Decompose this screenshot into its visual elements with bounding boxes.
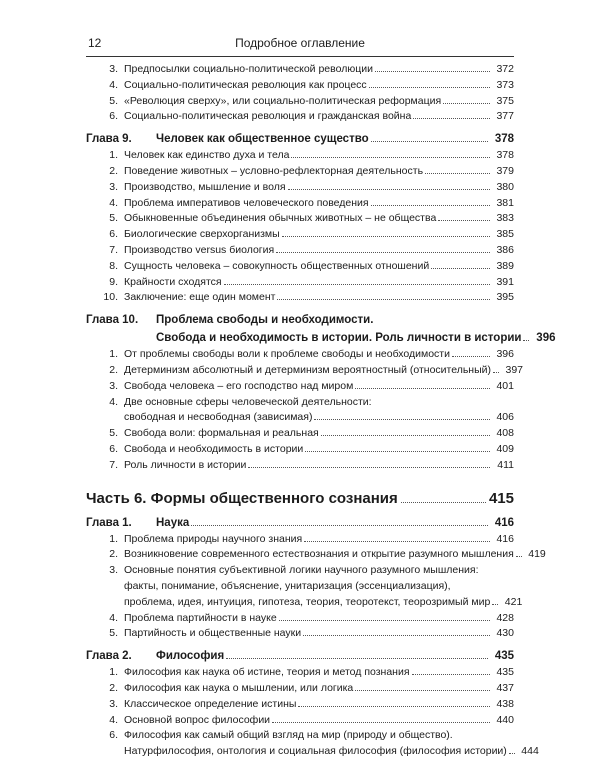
item-number: 4. [109,78,118,91]
item-number: 3. [109,180,118,193]
toc-item [86,243,514,259]
item-title: Проблема свободы и необходимости. [156,314,374,327]
item-number: 5. [109,94,118,107]
item-number: 6. [109,442,118,455]
item-page: 416 [494,516,514,529]
toc-item [86,728,514,744]
item-title: Проблема императивов человеческого поведения [124,196,369,209]
page-number: 12 [88,36,102,50]
dot-leader [224,284,490,285]
dot-leader [272,722,490,723]
toc-item [86,379,514,395]
item-title: Заключение: еще один момент [124,291,276,304]
item-page: 391 [496,275,514,288]
item-number: 6. [109,110,118,123]
item-number: 4. [109,196,118,209]
toc-item-continued [86,579,514,595]
item-title: Философия как самый общий взгляд на мир (природу и общество). [124,729,453,742]
item-title: Натурфилософия, онтология и социальная философия (философия истории) [124,745,507,758]
dot-leader [288,189,490,190]
item-title: Партийность и общественные науки [124,627,302,640]
item-title: Крайности сходятся [124,275,222,288]
item-page: 383 [496,212,514,225]
toc-item [86,547,546,563]
item-title: Обыкновенные объединения обычных животных – не общества [124,212,437,225]
item-page: 380 [496,180,514,193]
item-number: 2. [109,548,118,561]
item-title: Производство versus биология [124,243,275,256]
dot-leader [371,205,490,206]
toc-item [86,62,514,78]
toc-item [86,275,514,291]
item-page: 379 [496,164,514,177]
item-number: 3. [109,697,118,710]
item-page: 378 [494,133,514,146]
dot-leader [226,658,488,659]
item-number: 1. [109,666,118,679]
dot-leader [412,674,490,675]
dot-leader [443,103,490,104]
toc-item [86,290,514,306]
item-title: Социально-политическая революция как процесс [124,78,367,91]
item-number: 3. [109,63,118,75]
chapter-label: Глава 10. [86,314,139,327]
dot-leader [191,525,488,526]
dot-leader [371,141,488,142]
item-page: 373 [496,78,514,91]
item-title: Предпосылки социально-политической революции [124,63,373,75]
dot-leader [413,118,490,119]
item-number: 7. [109,458,118,471]
dot-leader [452,356,490,357]
toc-item [86,347,514,363]
toc-item [86,109,514,125]
item-page: 372 [496,63,514,75]
item-number: 5. [109,212,118,225]
item-page: 440 [496,713,514,726]
dot-leader [523,340,529,341]
item-number: 8. [109,259,118,272]
item-number: 3. [109,379,118,392]
toc-item [86,78,514,94]
item-title: Свобода и необходимость в истории. Роль личности в истории [156,332,522,345]
chapter-heading [86,514,514,532]
item-number: 5. [109,427,118,440]
item-page: 411 [497,458,514,471]
dot-leader [314,419,490,420]
item-title: «Революция сверху», или социально-политическая реформация [124,94,442,107]
dot-leader [291,157,490,158]
item-page: 389 [496,259,514,272]
item-title: Свобода и необходимость в истории [124,442,304,455]
toc-item [86,211,514,227]
item-title: Две основные сферы человеческой деятельности: [124,395,372,408]
item-page: 377 [496,110,514,123]
toc-item [86,458,514,474]
item-number: 1. [109,149,118,162]
toc-item [86,148,514,164]
item-number: 3. [109,564,118,577]
dot-leader [279,620,490,621]
toc-item [86,713,514,729]
toc-item [86,611,514,627]
item-number: 10. [103,291,118,304]
toc-item [86,697,514,713]
item-number: 7. [109,243,118,256]
chapter-heading [86,647,514,665]
item-title: проблема, идея, интуиция, гипотеза, теория, теоротекст, теорозримый мир [124,595,491,608]
item-page: 386 [496,243,514,256]
dot-leader [438,220,490,221]
header-rule [86,56,514,57]
toc-item-continued [86,595,523,611]
item-title: Сущность человека – совокупность общественных отношений [124,259,430,272]
item-title: Проблема природы научного знания [124,532,303,545]
dot-leader [303,635,490,636]
item-number: 6. [109,729,118,742]
item-title: Человек как общественное существо [156,133,369,146]
item-number: 4. [109,611,118,624]
item-page: 416 [496,532,514,545]
item-number: 4. [109,395,118,408]
dot-leader [375,71,490,72]
item-number: 2. [109,164,118,177]
dot-leader [431,268,490,269]
item-page: 444 [521,745,539,758]
dot-leader [516,556,522,557]
dot-leader [509,753,515,754]
table-of-contents [86,62,556,760]
chapter-heading-continued [86,329,556,347]
item-page: 408 [496,427,514,440]
chapter-label: Глава 9. [86,133,132,146]
toc-item [86,681,514,697]
item-number: 4. [109,713,118,726]
item-title: Философия как наука об истине, теория и метод познания [124,666,410,679]
item-number: 6. [109,228,118,241]
dot-leader [277,299,490,300]
dot-leader [369,87,490,88]
item-page: 409 [496,442,514,455]
toc-item-continued [86,744,539,760]
item-page: 395 [496,291,514,304]
item-title: Философия как наука о мышлении, или логика [124,681,354,694]
toc-item [86,442,514,458]
item-page: 375 [496,94,514,107]
toc-item [86,259,514,275]
item-title: Человек как единство духа и тела [124,149,290,162]
item-title: Основные понятия субъективной логики научного разумного мышления: [124,564,479,577]
item-page: 378 [496,149,514,162]
item-title: факты, понимание, объяснение, унитаризация (эссенциализация), [124,579,451,592]
chapter-label: Глава 2. [86,650,132,663]
dot-leader [248,467,490,468]
item-title: Поведение животных – условно-рефлекторная деятельность [124,164,424,177]
dot-leader [321,435,490,436]
item-page: 401 [496,379,514,392]
item-page: 396 [536,332,556,345]
item-number: 1. [109,532,118,545]
dot-leader [355,690,490,691]
toc-item [86,426,514,442]
dot-leader [305,451,490,452]
toc-item-continued [86,410,514,426]
toc-item [86,563,514,579]
item-title: Основной вопрос философии [124,713,271,726]
item-page: 435 [496,666,514,679]
item-page: 385 [496,228,514,241]
running-title: Подробное оглавление [235,36,365,50]
item-page: 438 [496,697,514,710]
dot-leader [276,252,490,253]
item-title: Производство, мышление и воля [124,180,286,193]
item-title: Часть 6. Формы общественного сознания [86,489,398,507]
item-page: 419 [528,548,546,561]
toc-item [86,196,514,212]
dot-leader [492,604,498,605]
toc-item [86,94,514,110]
item-page: 437 [496,681,514,694]
dot-leader [282,236,490,237]
chapter-heading [86,311,514,329]
item-page: 415 [488,489,514,507]
chapter-heading [86,130,514,148]
item-title: Проблема партийности в науке [124,611,277,624]
toc-item [86,180,514,196]
item-number: 2. [109,681,118,694]
page-header [0,36,600,54]
toc-item [86,164,514,180]
toc-item [86,363,524,379]
chapter-label: Глава 1. [86,516,132,529]
item-title: От проблемы свободы воли к проблеме свободы и необходимости [124,348,450,361]
item-page: 381 [496,196,514,209]
toc-item [86,532,514,548]
item-page: 430 [496,627,514,640]
item-title: Возникновение современного естествознания и открытие разумного мышления [124,548,514,561]
dot-leader [493,372,499,373]
item-title: Биологические сверхорганизмы [124,228,280,241]
item-page: 428 [496,611,514,624]
item-title: Свобода воли: формальная и реальная [124,427,319,440]
item-page: 406 [496,411,514,424]
item-number: 1. [109,348,118,361]
item-page: 435 [494,650,514,663]
item-number: 2. [109,363,118,376]
item-title: Классическое определение истины [124,697,297,710]
toc-item [86,665,514,681]
item-page: 397 [505,363,524,376]
item-number: 5. [109,627,118,640]
item-title: Наука [156,516,190,529]
item-title: свободная и несвободная (зависимая) [124,411,313,424]
item-title: Философия [156,650,225,663]
dot-leader [401,502,486,503]
dot-leader [425,173,490,174]
toc-item [86,227,514,243]
item-page: 421 [504,595,523,608]
item-title: Свобода человека – его господство над миром [124,379,354,392]
item-number: 9. [109,275,118,288]
part-heading [86,488,514,510]
dot-leader [298,706,490,707]
toc-item [86,395,514,411]
item-title: Роль личности в истории [124,458,247,471]
item-title: Социально-политическая революция и гражданская война [124,110,412,123]
item-title: Детерминизм абсолютный и детерминизм вероятностный (относительный) [124,363,492,376]
dot-leader [304,541,490,542]
item-page: 396 [496,348,514,361]
toc-item [86,626,514,642]
dot-leader [355,388,490,389]
